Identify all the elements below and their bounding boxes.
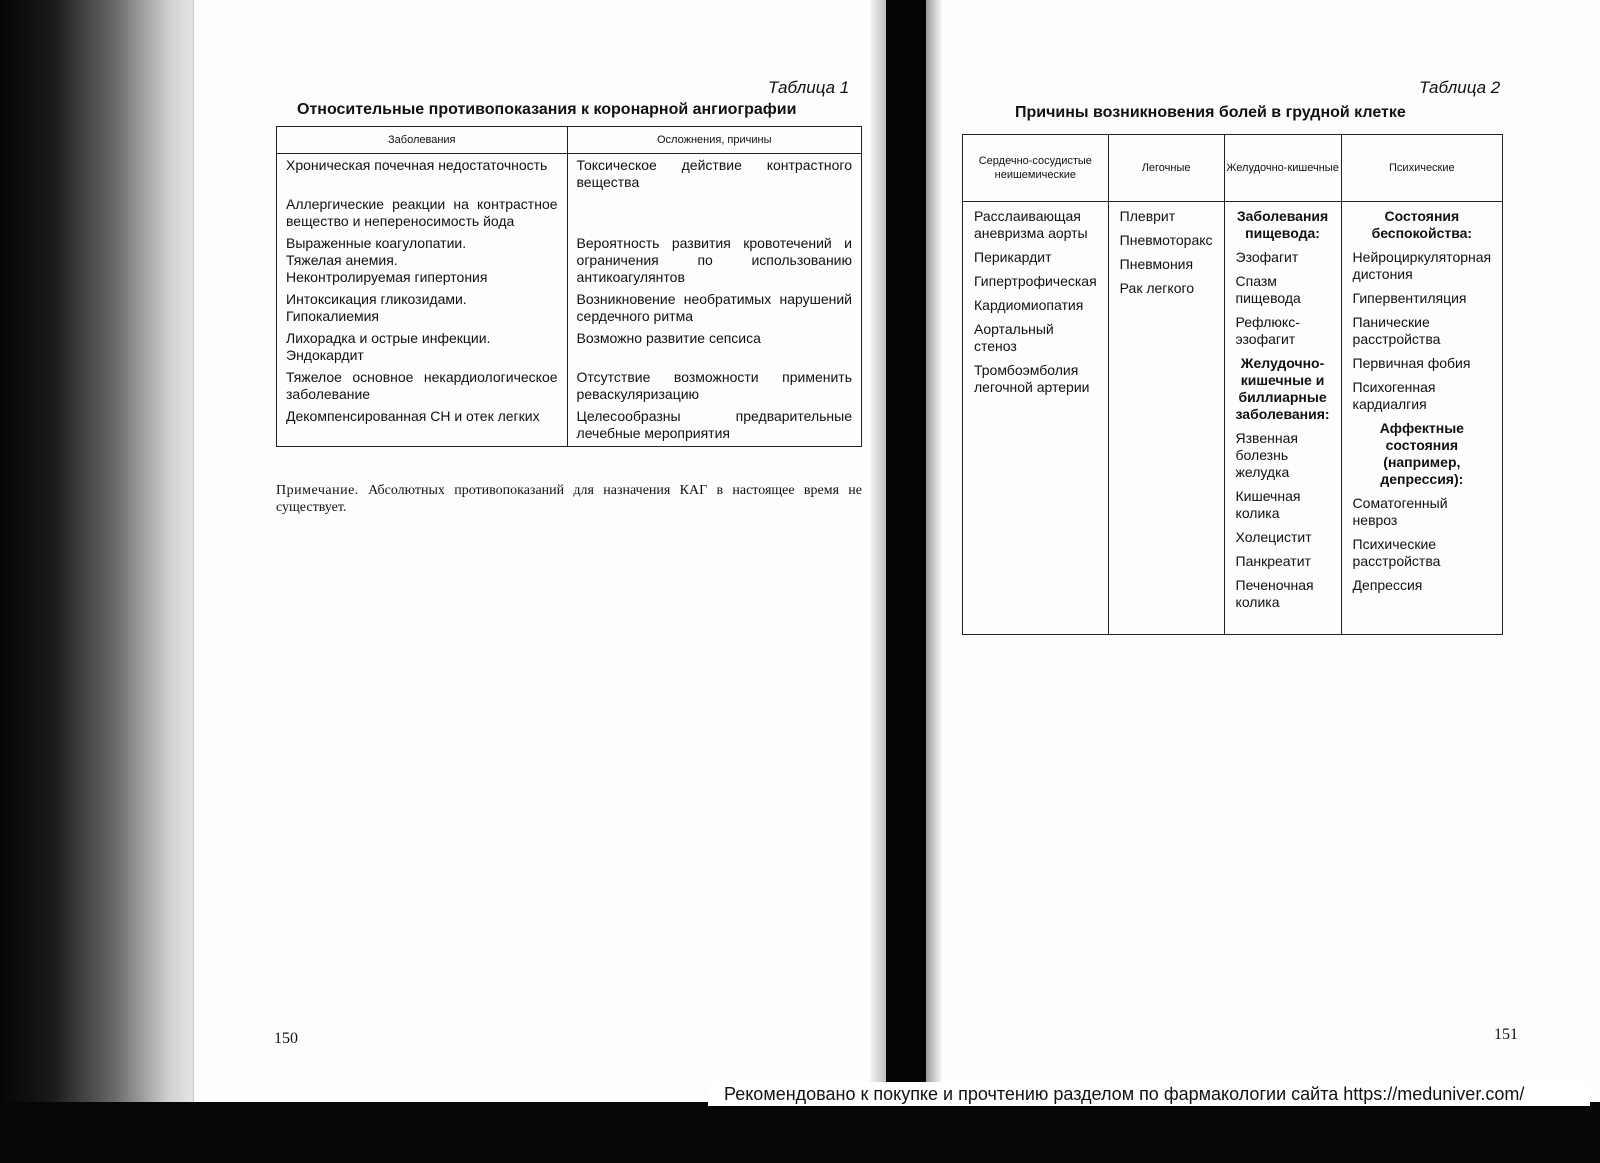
- table-row: [277, 368, 862, 407]
- scan-bottom-edge: [0, 1102, 1600, 1163]
- column-header: Психические: [1341, 135, 1503, 202]
- page-number-right: 151: [1494, 1026, 1518, 1043]
- list-item: Рефлюкс-эзофагит: [1235, 314, 1300, 347]
- table-row: [277, 329, 862, 368]
- list-item: Психогенная кардиалгия: [1352, 379, 1436, 412]
- table1-title: Относительные противопоказания к коронарной ангиографии: [297, 101, 797, 118]
- list-item: Нейроциркуляторная дистония: [1352, 249, 1492, 282]
- disease-cell: Хроническая почечная недостаточность: [277, 154, 568, 196]
- list-item: Депрессия: [1352, 577, 1423, 593]
- complication-cell: Отсутствие возможности применить реваскуляризацию: [567, 368, 861, 407]
- list-item: Плеврит: [1119, 208, 1176, 224]
- list-item: Расслаивающая аневризма аорты: [974, 208, 1088, 241]
- column-header: Осложнения, причины: [567, 127, 861, 154]
- complication-cell: [567, 195, 861, 234]
- contraindications-table: [276, 126, 862, 447]
- group-heading: Заболевания пищевода:: [1236, 208, 1329, 241]
- table-row: [277, 234, 862, 290]
- disease-cell: Выраженные коагулопатии. Тяжелая анемия. Неконтролируемая гипертония: [277, 234, 568, 290]
- table-row: [277, 154, 862, 196]
- table-header-row: [277, 127, 862, 154]
- list-item: Печеночная колика: [1235, 577, 1314, 610]
- column-header: Сердечно-сосудистые неишемические: [963, 135, 1109, 202]
- scan-shadow: [0, 0, 210, 1163]
- psychiatric-cell: [1341, 202, 1503, 635]
- list-item: Соматогенный невроз: [1352, 495, 1448, 528]
- list-item: Первичная фобия: [1352, 355, 1471, 371]
- right-page-curl: [926, 0, 942, 1102]
- pulmonary-cell: [1108, 202, 1224, 635]
- disease-cell: Лихорадка и острые инфекции. Эндокардит: [277, 329, 568, 368]
- list-item: Гипервентиляция: [1352, 290, 1467, 306]
- list-item: Панкреатит: [1235, 553, 1311, 569]
- group-heading: Состояния беспокойства:: [1371, 208, 1473, 241]
- list-item: Психические расстройства: [1352, 536, 1441, 569]
- table-row: [963, 202, 1503, 635]
- disease-cell: Декомпенсированная СН и отек легких: [277, 407, 568, 447]
- list-item: Пневмония: [1119, 256, 1194, 272]
- chest-pain-causes-table: [962, 134, 1503, 635]
- list-item: Холецистит: [1235, 529, 1312, 545]
- list-item: Гипертрофическая: [974, 273, 1097, 289]
- group-heading: Аффектные состояния (например, депрессия):: [1379, 420, 1464, 487]
- page-number-left: 150: [274, 1030, 298, 1047]
- table-row: [277, 195, 862, 234]
- table-row: [277, 407, 862, 447]
- column-header: Заболевания: [277, 127, 568, 154]
- complication-cell: Возможно развитие сепсиса: [567, 329, 861, 368]
- table-header-row: [963, 135, 1503, 202]
- list-item: Перикардит: [974, 249, 1052, 265]
- note-text: Абсолютных противопоказаний для назначения КАГ в настоящее время не существует.: [276, 483, 863, 515]
- column-header: Легочные: [1108, 135, 1224, 202]
- list-item: Кишечная колика: [1235, 488, 1301, 521]
- cardiovascular-cell: [963, 202, 1109, 635]
- complication-cell: Возникновение необратимых нарушений сердечного ритма: [567, 290, 861, 329]
- footer-text[interactable]: Рекомендовано к покупке и прочтению разделом по фармакологии сайта https://meduniver.com/: [724, 1084, 1525, 1104]
- book-gutter: [886, 0, 926, 1163]
- list-item: Пневмоторакс: [1119, 232, 1213, 248]
- disease-cell: Аллергические реакции на контрастное вещество и непереносимость йода: [277, 195, 568, 234]
- group-heading: Желудочно-кишечные и биллиарные заболевания:: [1235, 355, 1330, 422]
- note-label: Примечание.: [276, 483, 359, 498]
- column-header: Желудочно-кишечные: [1224, 135, 1341, 202]
- table1-note: [276, 482, 862, 516]
- disease-cell: Интоксикация гликозидами. Гипокалиемия: [277, 290, 568, 329]
- gastrointestinal-cell: [1224, 202, 1341, 635]
- list-item: Тромбоэмболия легочной артерии: [974, 362, 1090, 395]
- left-page-curl: [870, 0, 886, 1102]
- complication-cell: Токсическое действие контрастного вещества: [567, 154, 861, 196]
- list-item: Спазм пищевода: [1235, 273, 1301, 306]
- list-item: Кардиомиопатия: [974, 297, 1084, 313]
- list-item: Эзофагит: [1235, 249, 1299, 265]
- list-item: Аортальный стеноз: [974, 321, 1054, 354]
- table-row: [277, 290, 862, 329]
- table2-title: Причины возникновения болей в грудной клетке: [1015, 104, 1406, 121]
- complication-cell: Вероятность развития кровотечений и ограничения по использованию антикоагулянтов: [567, 234, 861, 290]
- table2-caption: Таблица 2: [1419, 78, 1501, 97]
- table1-caption: Таблица 1: [768, 78, 850, 97]
- complication-cell: Целесообразны предварительные лечебные мероприятия: [567, 407, 861, 447]
- list-item: Язвенная болезнь желудка: [1235, 430, 1298, 480]
- list-item: Рак легкого: [1119, 280, 1195, 296]
- list-item: Панические расстройства: [1352, 314, 1441, 347]
- disease-cell: Тяжелое основное некардиологическое заболевание: [277, 368, 568, 407]
